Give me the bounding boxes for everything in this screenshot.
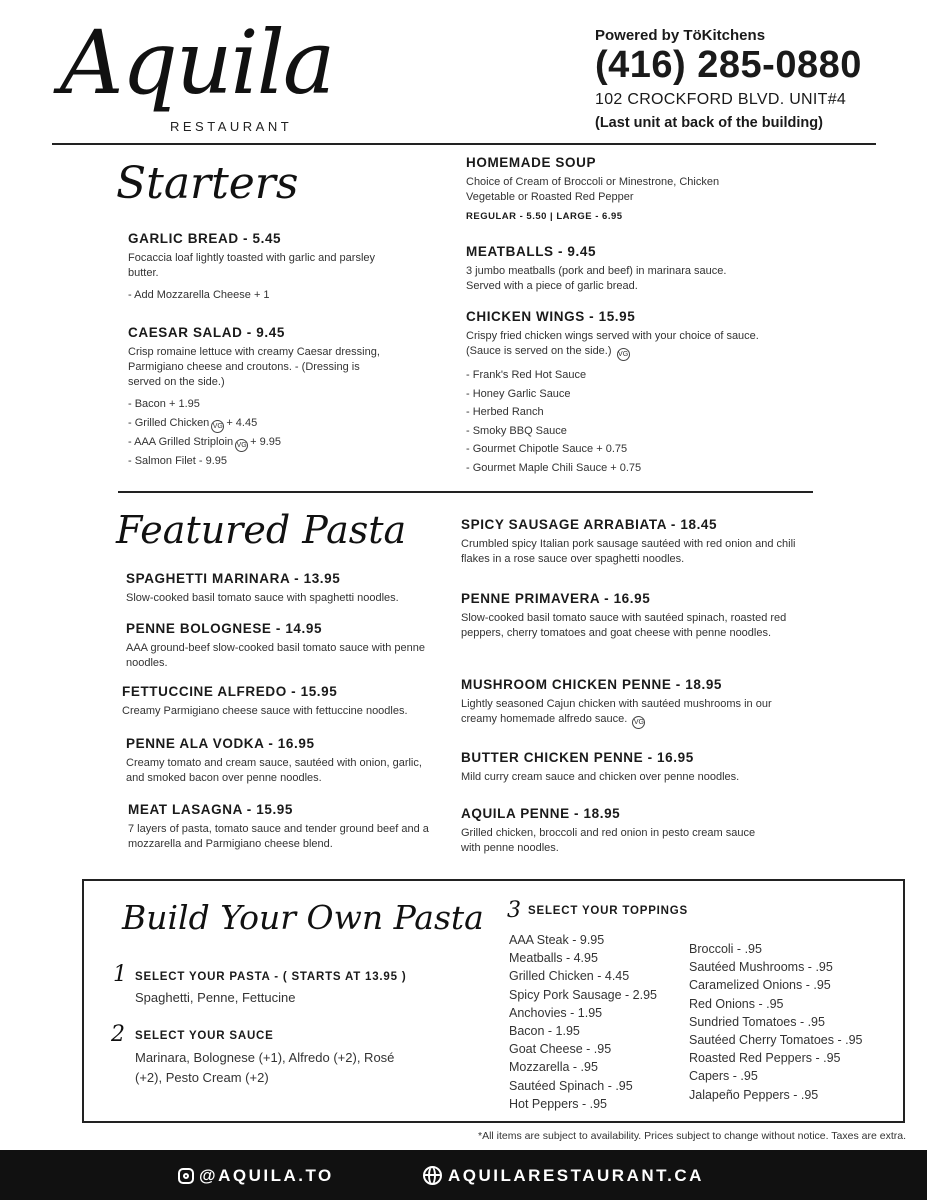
item-option: - Salmon Filet - 9.95 [128,454,228,467]
item-option: - Gourmet Chipotle Sauce + 0.75 [466,443,628,455]
topping-item: Sautéed Spinach - .95 [509,1078,633,1093]
menu-item-mushroom-chicken-penne [461,677,781,729]
item-desc [461,697,781,729]
topping-item: Grilled Chicken - 4.45 [509,969,630,984]
topping-item: Goat Cheese - .95 [509,1042,612,1057]
topping-item: Red Onions - .95 [689,996,784,1011]
topping-item: Broccoli - .95 [689,942,762,956]
vg-icon: VG [632,716,645,729]
item-option: - Frank's Red Hot Sauce [466,369,587,381]
option-price: + 4.45 [226,416,258,429]
powered-by: Powered by TöKitchens [595,27,766,44]
item-desc: Choice of Cream of Broccoli or Minestrone, Chicken Vegetable or Roasted Red Pepper [466,176,720,203]
menu-item-spicy-sausage-arrabiata [461,517,796,567]
logo-script: Aquila [60,11,334,114]
topping-item: Anchovies - 1.95 [509,1005,603,1020]
menu-item-homemade-soup [466,155,766,222]
section-title-build-your-own: Build Your Own Pasta [122,898,484,937]
option-price: + 9.95 [250,435,282,448]
item-name: FETTUCCINE ALFREDO - 15.95 [122,684,338,699]
item-desc: Creamy Parmigiano cheese sauce with fettuccine noodles. [122,705,408,717]
item-name: SPAGHETTI MARINARA - 13.95 [126,571,341,586]
item-option [128,414,388,433]
item-name: CHICKEN WINGS - 15.95 [466,309,636,324]
item-name: SPICY SAUSAGE ARRABIATA - 18.45 [461,517,718,532]
menu-item-penne-bolognese [126,621,436,671]
vg-icon: VG [211,420,224,433]
item-name: MEATBALLS - 9.45 [466,244,597,259]
topping-item: Roasted Red Peppers - .95 [689,1051,841,1066]
step-text-pasta-choices: Spaghetti, Penne, Fettucine [135,990,296,1005]
item-name: AQUILA PENNE - 18.95 [461,806,621,821]
menu-item-chicken-wings [466,309,766,477]
item-option: - Gourmet Maple Chili Sauce + 0.75 [466,461,642,474]
item-name: MEAT LASAGNA - 15.95 [128,802,294,817]
topping-item: Spicy Pork Sausage - 2.95 [509,987,657,1002]
topping-item: Sautéed Cherry Tomatoes - .95 [689,1033,863,1048]
section-title-featured-pasta: Featured Pasta [116,508,407,552]
item-desc-text: Lightly seasoned Cajun chicken with sautéed mushrooms in our creamy homemade alfredo sauce. [461,698,772,725]
instagram-handle: @AQUILA.TO [199,1166,334,1185]
step-number-1: 1 [113,962,127,987]
topping-item: Sautéed Mushrooms - .95 [689,960,833,975]
item-sizes: REGULAR - 5.50 | LARGE - 6.95 [466,211,623,222]
topping-item: Jalapeño Peppers - .95 [689,1087,819,1102]
starters-divider [118,491,813,493]
item-desc: Focaccia loaf lightly toasted with garlic and parsley butter. [128,252,376,279]
item-option: - Honey Garlic Sauce [466,387,571,400]
disclaimer-footnote: *All items are subject to availability. Prices subject to change without notice. Taxes are extra. [478,1130,906,1142]
menu-item-butter-chicken-penne [461,750,801,785]
footer-bar [0,1150,927,1200]
item-desc-text: Crispy fried chicken wings served with your choice of sauce. (Sauce is served on the side.) [466,330,759,357]
header-divider [52,143,876,145]
vg-icon: VG [617,348,630,361]
item-desc: Mild curry cream sauce and chicken over penne noodles. [461,771,740,783]
step-number-3: 3 [507,898,521,923]
item-desc: 7 layers of pasta, tomato sauce and tender ground beef and a mozzarella and Parmigiano cheese blend. [128,823,429,850]
menu-item-penne-primavera [461,591,811,641]
item-option: - Smoky BBQ Sauce [466,424,567,437]
menu-item-meat-lasagna [128,802,438,852]
item-name: GARLIC BREAD - 5.45 [128,231,282,246]
menu-item-penne-ala-vodka [126,736,426,786]
item-name: PENNE ALA VODKA - 16.95 [126,736,315,751]
item-name: PENNE PRIMAVERA - 16.95 [461,591,651,606]
topping-item: Sundried Tomatoes - .95 [689,1014,825,1029]
item-name: PENNE BOLOGNESE - 14.95 [126,621,323,636]
item-option: - Bacon + 1.95 [128,398,200,410]
option-label: - AAA Grilled Striploin [128,435,234,448]
menu-item-garlic-bread [128,231,388,305]
step-text-sauce-choices: Marinara, Bolognese (+1), Alfredo (+2), Rosé (+2), Pesto Cream (+2) [135,1050,395,1085]
item-desc: 3 jumbo meatballs (pork and beef) in marinara sauce. Served with a piece of garlic bread. [466,265,727,292]
item-name: CAESAR SALAD - 9.45 [128,325,285,340]
menu-item-spaghetti-marinara [126,571,446,606]
option-label: - Grilled Chicken [128,416,210,429]
toppings-list-left [509,931,657,1113]
item-desc: Creamy tomato and cream sauce, sautéed with onion, garlic, and smoked bacon over penne noodles. [126,757,422,784]
topping-item: AAA Steak - 9.95 [509,933,605,947]
website-url: AQUILARESTAURANT.CA [448,1166,704,1185]
step-title-select-sauce: SELECT YOUR SAUCE [135,1030,274,1042]
topping-item: Hot Peppers - .95 [509,1096,607,1111]
topping-item: Capers - .95 [689,1069,758,1084]
item-option: - Herbed Ranch [466,406,544,418]
item-desc: Crisp romaine lettuce with creamy Caesar dressing, Parmigiano cheese and croutons. - (Dressing is served on the side.) [128,346,380,388]
address: 102 CROCKFORD BLVD. UNIT#4 [595,91,847,108]
address-note: (Last unit at back of the building) [595,115,823,131]
section-title-starters: Starters [116,158,299,209]
item-desc: Slow-cooked basil tomato sauce with spaghetti noodles. [126,592,399,604]
step-number-2: 2 [111,1022,125,1047]
menu-item-aquila-penne [461,806,771,856]
topping-item: Meatballs - 4.95 [509,951,598,966]
vg-icon: VG [235,439,248,452]
item-desc [466,329,766,361]
item-name: MUSHROOM CHICKEN PENNE - 18.95 [461,677,723,692]
instagram-icon [178,1168,194,1184]
logo-subtitle: RESTAURANT [170,119,293,134]
item-name: BUTTER CHICKEN PENNE - 16.95 [461,750,694,765]
item-option: - Add Mozzarella Cheese + 1 [128,289,270,301]
topping-item: Mozzarella - .95 [509,1060,598,1075]
topping-item: Bacon - 1.95 [509,1024,580,1039]
item-desc: Grilled chicken, broccoli and red onion in pesto cream sauce with penne noodles. [461,827,756,854]
menu-item-fettuccine-alfredo [122,684,452,719]
step-title-select-toppings: SELECT YOUR TOPPINGS [528,905,688,917]
toppings-list-right [689,940,862,1104]
instagram-link[interactable] [178,1166,334,1186]
item-option [128,433,388,452]
phone-number: (416) 285-0880 [595,44,862,86]
item-name: HOMEMADE SOUP [466,155,597,170]
menu-item-caesar-salad [128,325,388,470]
website-link[interactable] [423,1166,704,1186]
item-desc: AAA ground-beef slow-cooked basil tomato sauce with penne noodles. [126,642,426,669]
globe-icon [423,1166,442,1185]
item-desc: Crumbled spicy Italian pork sausage sautéed with red onion and chili flakes in a rose sauce over spaghetti noodles. [461,538,796,565]
menu-item-meatballs [466,244,746,294]
topping-item: Caramelized Onions - .95 [689,978,831,993]
item-desc: Slow-cooked basil tomato sauce with sautéed spinach, roasted red peppers, cherry tomatoes and goat cheese with penne noodles. [461,612,787,639]
step-title-select-pasta: SELECT YOUR PASTA - ( STARTS AT 13.95 ) [135,971,407,983]
